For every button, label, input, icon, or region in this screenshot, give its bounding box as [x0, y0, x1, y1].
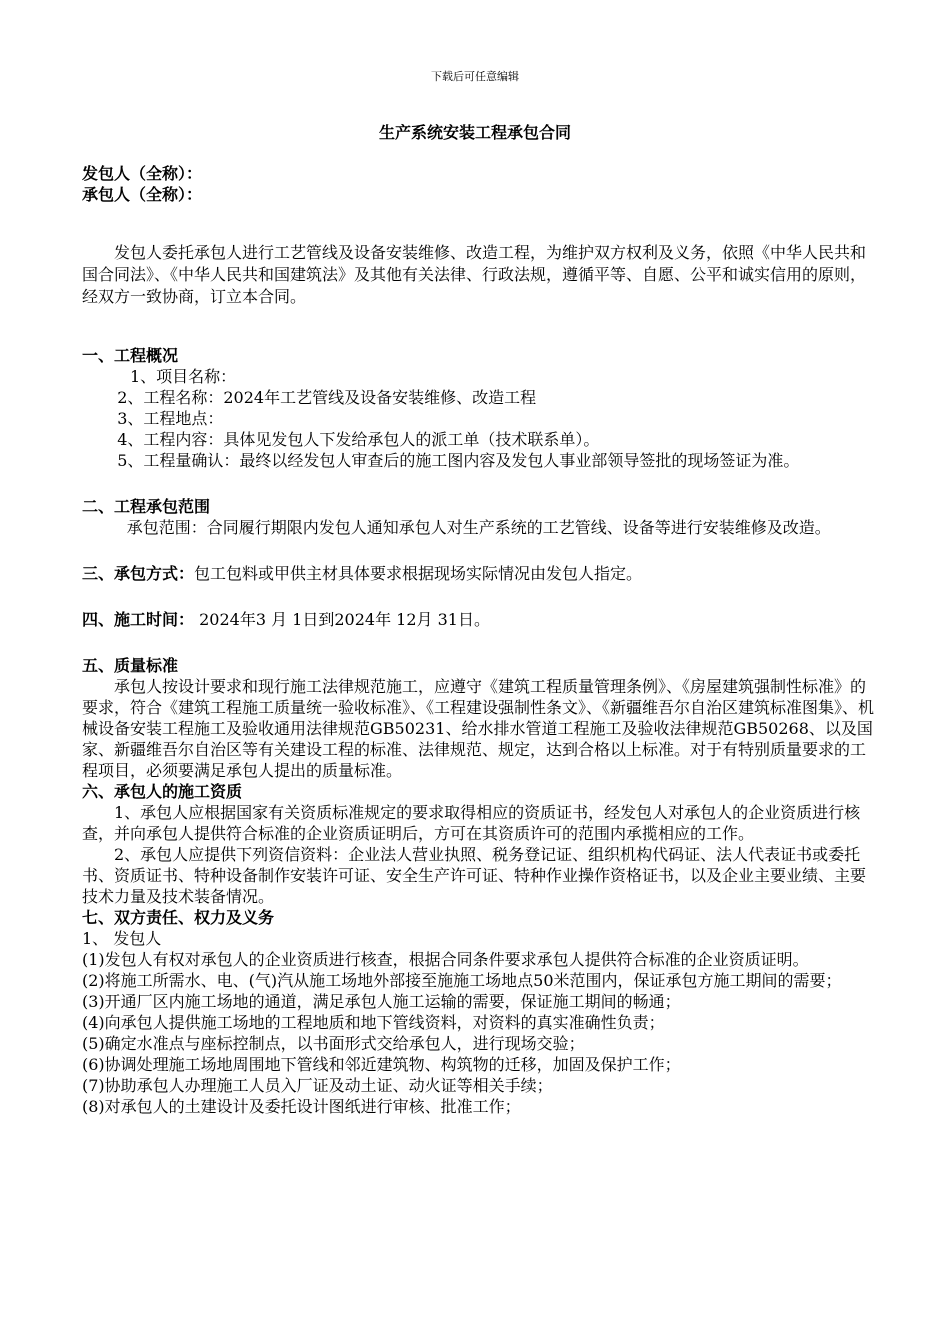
s7-item-7: (7)协助承包人办理施工人员入厂证及动土证、动火证等相关手续； — [82, 1076, 553, 1095]
header-note: 下载后可任意编辑 — [431, 70, 519, 83]
s1-item-2: 2、工程名称：2024年工艺管线及设备安装维修、改造工程 — [117, 388, 537, 407]
section-4-text: 2024年3 月 1日到2024年 12月 31日。 — [194, 610, 490, 629]
section-5-text: 承包人按设计要求和现行施工法律规范施工，应遵守《建筑工程质量管理条例》、《房屋建筑强制性标准》的要求，符合《建筑工程施工质量统一验收标准》、《工程建设强制性条文》、《新疆维吾尔自治区建筑标准图集》、机械设备安装工程施工及验收通用法律规范GB50231、给水排水管道工程施工及验收法律规范GB50268、以及国家、新疆维吾尔自治区等有关建设工程的标准、法律规范、规定，达到合格以上标准。对于有特别质量要求的工程项目，必须要满足承包人提出的质量标准。 — [82, 677, 875, 780]
section-4 — [82, 609, 878, 630]
section-3 — [82, 563, 878, 584]
s1-item-1: 1、项目名称： — [130, 367, 237, 386]
s7-item-3: (3)开通厂区内施工场地的通道，满足承包人施工运输的需要，保证施工期间的畅通； — [82, 992, 681, 1011]
s7-item-6: (6)协调处理施工场地周围地下管线和邻近建筑物、构筑物的迁移，加固及保护工作； — [82, 1055, 681, 1074]
employer-party-line: 发包人（全称）： — [82, 164, 203, 183]
s1-item-5: 5、工程量确认：最终以经发包人审查后的施工图内容及发包人事业部领导签批的现场签证为准。 — [117, 451, 800, 470]
s7-item-1: (1)发包人有权对承包人的企业资质进行核查，根据合同条件要求承包人提供符合标准的企业资质证明。 — [82, 950, 809, 969]
s6-item-1: 1、承包人应根据国家有关资质标准规定的要求取得相应的资质证书，经发包人对承包人的企业资质进行核查，并向承包人提供符合标准的企业资质证明后，方可在其资质许可的范围内承揽相应的工作。 — [82, 803, 861, 843]
section-4-heading: 四、施工时间： — [82, 610, 195, 629]
s6-item-2: 2、承包人应提供下列资信资料：企业法人营业执照、税务登记证、组织机构代码证、法人代表证书或委托书、资质证书、特种设备制作安装许可证、安全生产许可证、特种作业操作资格证书，以及企业主要业绩、主要技术力量及技术装备情况。 — [82, 845, 867, 906]
intro-paragraph: 发包人委托承包人进行工艺管线及设备安装维修、改造工程，为维护双方权利及义务，依照《中华人民共和国合同法》、《中华人民共和国建筑法》及其他有关法律、行政法规，遵循平等、自愿、公平和诚实信用的原则，经双方一致协商，订立本合同。 — [82, 243, 867, 306]
s7-item-4: (4)向承包人提供施工场地的工程地质和地下管线资料，对资料的真实准确性负责； — [82, 1013, 665, 1032]
document-title: 生产系统安装工程承包合同 — [378, 123, 571, 142]
s7-item-5: (5)确定水准点与座标控制点，以书面形式交给承包人，进行现场交验； — [82, 1034, 585, 1053]
section-7-heading: 七、双方责任、权力及义务 — [82, 908, 275, 927]
section-3-text: 包工包料或甲供主材具体要求根据现场实际情况由发包人指定。 — [194, 564, 643, 583]
s7-item-8: (8)对承包人的土建设计及委托设计图纸进行审核、批准工作； — [82, 1097, 521, 1116]
s7-item-2: (2)将施工所需水、电、(气)汽从施工场地外部接至施施工场地点50米范围内，保证承包方施工期间的需要； — [82, 971, 842, 990]
section-6-heading: 六、承包人的施工资质 — [82, 782, 243, 801]
section-1-heading: 一、工程概况 — [82, 346, 179, 365]
contractor-party-line: 承包人（全称）： — [82, 185, 203, 204]
section-2-text: 承包范围：合同履行期限内发包人通知承包人对生产系统的工艺管线、设备等进行安装维修及改造。 — [126, 518, 831, 537]
section-5-heading: 五、质量标准 — [82, 656, 179, 675]
section-2-heading: 二、工程承包范围 — [82, 497, 211, 516]
s1-item-3: 3、工程地点： — [117, 409, 224, 428]
document-body — [82, 163, 878, 1117]
s7-sub-heading-employer: 1、 发包人 — [82, 929, 162, 948]
s1-item-4: 4、工程内容：具体见发包人下发给承包人的派工单（技术联系单）。 — [117, 430, 600, 449]
section-3-heading: 三、承包方式： — [82, 564, 195, 583]
